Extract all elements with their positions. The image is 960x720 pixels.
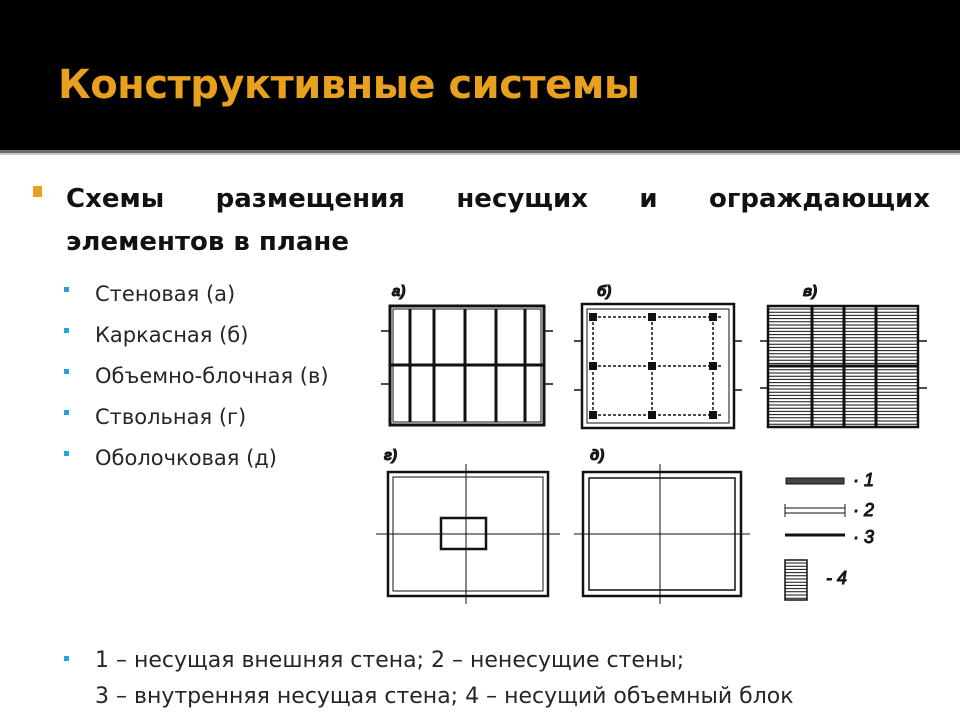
- diagram-b-frame-system: [574, 283, 742, 428]
- block-divisions: [768, 306, 918, 427]
- heading-word: ограждающих: [708, 184, 930, 214]
- legend-symbol-2: [785, 500, 874, 520]
- main-bullet-line2: элементов в плане: [66, 227, 350, 257]
- frame-beams: [593, 317, 723, 415]
- heading-word: Схемы: [66, 184, 165, 214]
- list-item-shell-system: Оболочковая (д): [95, 446, 277, 470]
- legend-symbol-3: [785, 527, 874, 547]
- diagram-a-wall-system: [381, 283, 553, 425]
- axis-ticks: [381, 331, 553, 384]
- list-item-frame-system: Каркасная (б): [95, 323, 249, 347]
- list-item-volume-block-system: Объемно-блочная (в): [95, 364, 329, 388]
- diagram-label-a: а): [392, 283, 406, 300]
- diagram-v-volume-block-system: [760, 283, 927, 427]
- list-item-wall-system: Стеновая (а): [95, 282, 236, 306]
- legend-number-2: · 2: [853, 500, 875, 520]
- legend-symbol-4: [785, 560, 847, 600]
- legend-symbol-1: [786, 470, 874, 490]
- legend-number-4: - 4: [826, 568, 848, 588]
- axis-lines: [574, 464, 750, 604]
- diagram-label-b: б): [597, 283, 612, 300]
- sub-bullet-marker: [64, 656, 69, 661]
- diagram-d-shell-system: [574, 447, 750, 604]
- diagram-label-v: в): [803, 283, 818, 300]
- legend-number-3: · 3: [853, 527, 875, 547]
- list-item-trunk-system: Ствольная (г): [95, 405, 247, 429]
- heading-word: и: [639, 184, 658, 214]
- heading-word: размещения: [215, 184, 405, 214]
- legend-note-line2: 3 – внутренняя несущая стена; 4 – несущий объемный блок: [95, 684, 794, 709]
- legend: [785, 470, 874, 600]
- diagram-label-g: г): [384, 447, 398, 464]
- axis-lines: [376, 464, 560, 604]
- legend-note-line1: 1 – несущая внешняя стена; 2 – ненесущие стены;: [95, 648, 685, 673]
- diagram-g-trunk-system: [376, 447, 560, 604]
- slide-title: Конструктивные системы: [58, 62, 640, 108]
- legend-number-1: · 1: [853, 470, 875, 490]
- heading-word: несущих: [456, 184, 589, 214]
- diagram-label-d: д): [590, 447, 605, 464]
